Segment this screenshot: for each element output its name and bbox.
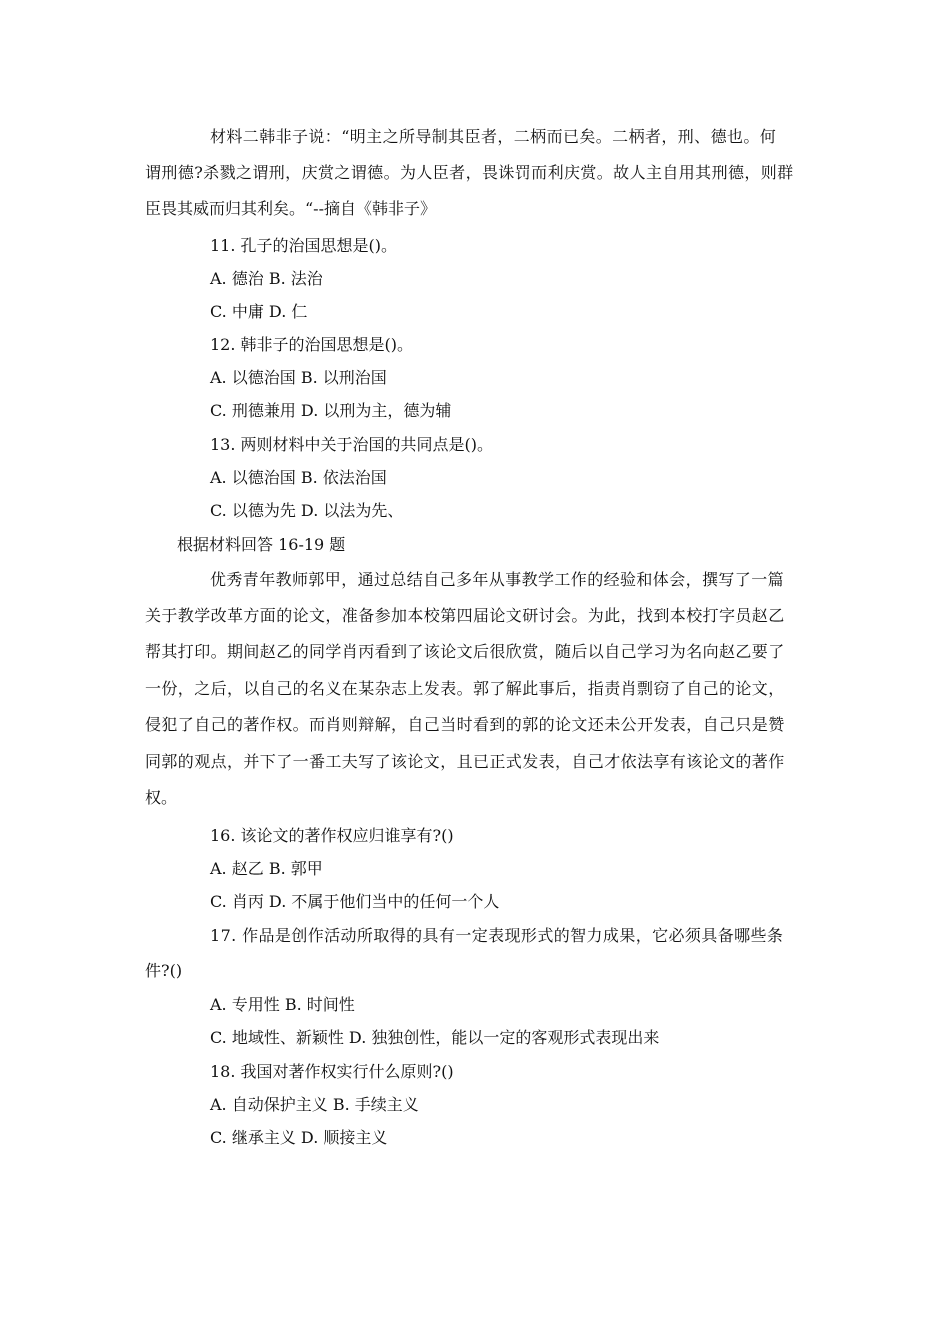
case-passage-line-6: 同郭的观点，并下了一番工夫写了该论文，且已正式发表，自己才依法享有该论文的著作 bbox=[145, 752, 785, 771]
case-passage-line-2: 关于教学改革方面的论文，准备参加本校第四届论文研讨会。为此，找到本校打字员赵乙 bbox=[145, 606, 785, 625]
question-13-option-ab: A. 以德治国 B. 依法治国 bbox=[210, 468, 387, 487]
material-two-line-2: 谓刑德?杀戮之谓刑，庆赏之谓德。为人臣者，畏诛罚而利庆赏。故人主自用其刑德，则群 bbox=[145, 163, 794, 182]
case-passage-line-1: 优秀青年教师郭甲，通过总结自己多年从事教学工作的经验和体会，撰写了一篇 bbox=[210, 570, 785, 589]
question-12-option-cd: C. 刑德兼用 D. 以刑为主，德为辅 bbox=[210, 401, 452, 420]
question-12-option-ab: A. 以德治国 B. 以刑治国 bbox=[210, 368, 387, 387]
question-13-stem: 13. 两则材料中关于治国的共同点是()。 bbox=[210, 435, 494, 454]
question-16-stem: 16. 该论文的著作权应归谁享有?() bbox=[210, 826, 454, 845]
question-18-stem: 18. 我国对著作权实行什么原则?() bbox=[210, 1062, 454, 1081]
case-passage-line-3: 帮其打印。期间赵乙的同学肖丙看到了该论文后很欣赏，随后以自己学习为名向赵乙要了 bbox=[145, 642, 785, 661]
material-two-line-3: 臣畏其威而归其利矣。“--摘自《韩非子》 bbox=[145, 199, 436, 218]
case-passage-line-4: 一份，之后，以自己的名义在某杂志上发表。郭了解此事后，指责肖剽窃了自己的论文， bbox=[145, 679, 785, 698]
question-13-option-cd: C. 以德为先 D. 以法为先、 bbox=[210, 501, 404, 520]
question-12-stem: 12. 韩非子的治国思想是()。 bbox=[210, 335, 414, 354]
material-two-line-1: 材料二韩非子说：“明主之所导制其臣者，二柄而已矣。二柄者，刑、德也。何 bbox=[210, 127, 777, 146]
question-17-option-ab: A. 专用性 B. 时间性 bbox=[210, 995, 355, 1014]
question-11-option-ab: A. 德治 B. 法治 bbox=[210, 269, 323, 288]
question-11-stem: 11. 孔子的治国思想是()。 bbox=[210, 236, 398, 255]
question-11-option-cd: C. 中庸 D. 仁 bbox=[210, 302, 308, 321]
question-16-option-ab: A. 赵乙 B. 郭甲 bbox=[210, 859, 323, 878]
question-16-option-cd: C. 肖丙 D. 不属于他们当中的任何一个人 bbox=[210, 892, 500, 911]
question-17-stem-continued: 件?() bbox=[145, 961, 183, 980]
question-18-option-ab: A. 自动保护主义 B. 手续主义 bbox=[210, 1095, 419, 1114]
question-17-stem: 17. 作品是创作活动所取得的具有一定表现形式的智力成果，它必须具备哪些条 bbox=[210, 926, 784, 945]
question-17-option-cd: C. 地域性、新颖性 D. 独独创性，能以一定的客观形式表现出来 bbox=[210, 1028, 660, 1047]
case-passage-line-5: 侵犯了自己的著作权。而肖则辩解，自己当时看到的郭的论文还未公开发表，自己只是赞 bbox=[145, 715, 785, 734]
section-heading: 根据材料回答 16-19 题 bbox=[177, 535, 346, 554]
question-18-option-cd: C. 继承主义 D. 顺接主义 bbox=[210, 1128, 388, 1147]
case-passage-line-7: 权。 bbox=[145, 788, 178, 807]
